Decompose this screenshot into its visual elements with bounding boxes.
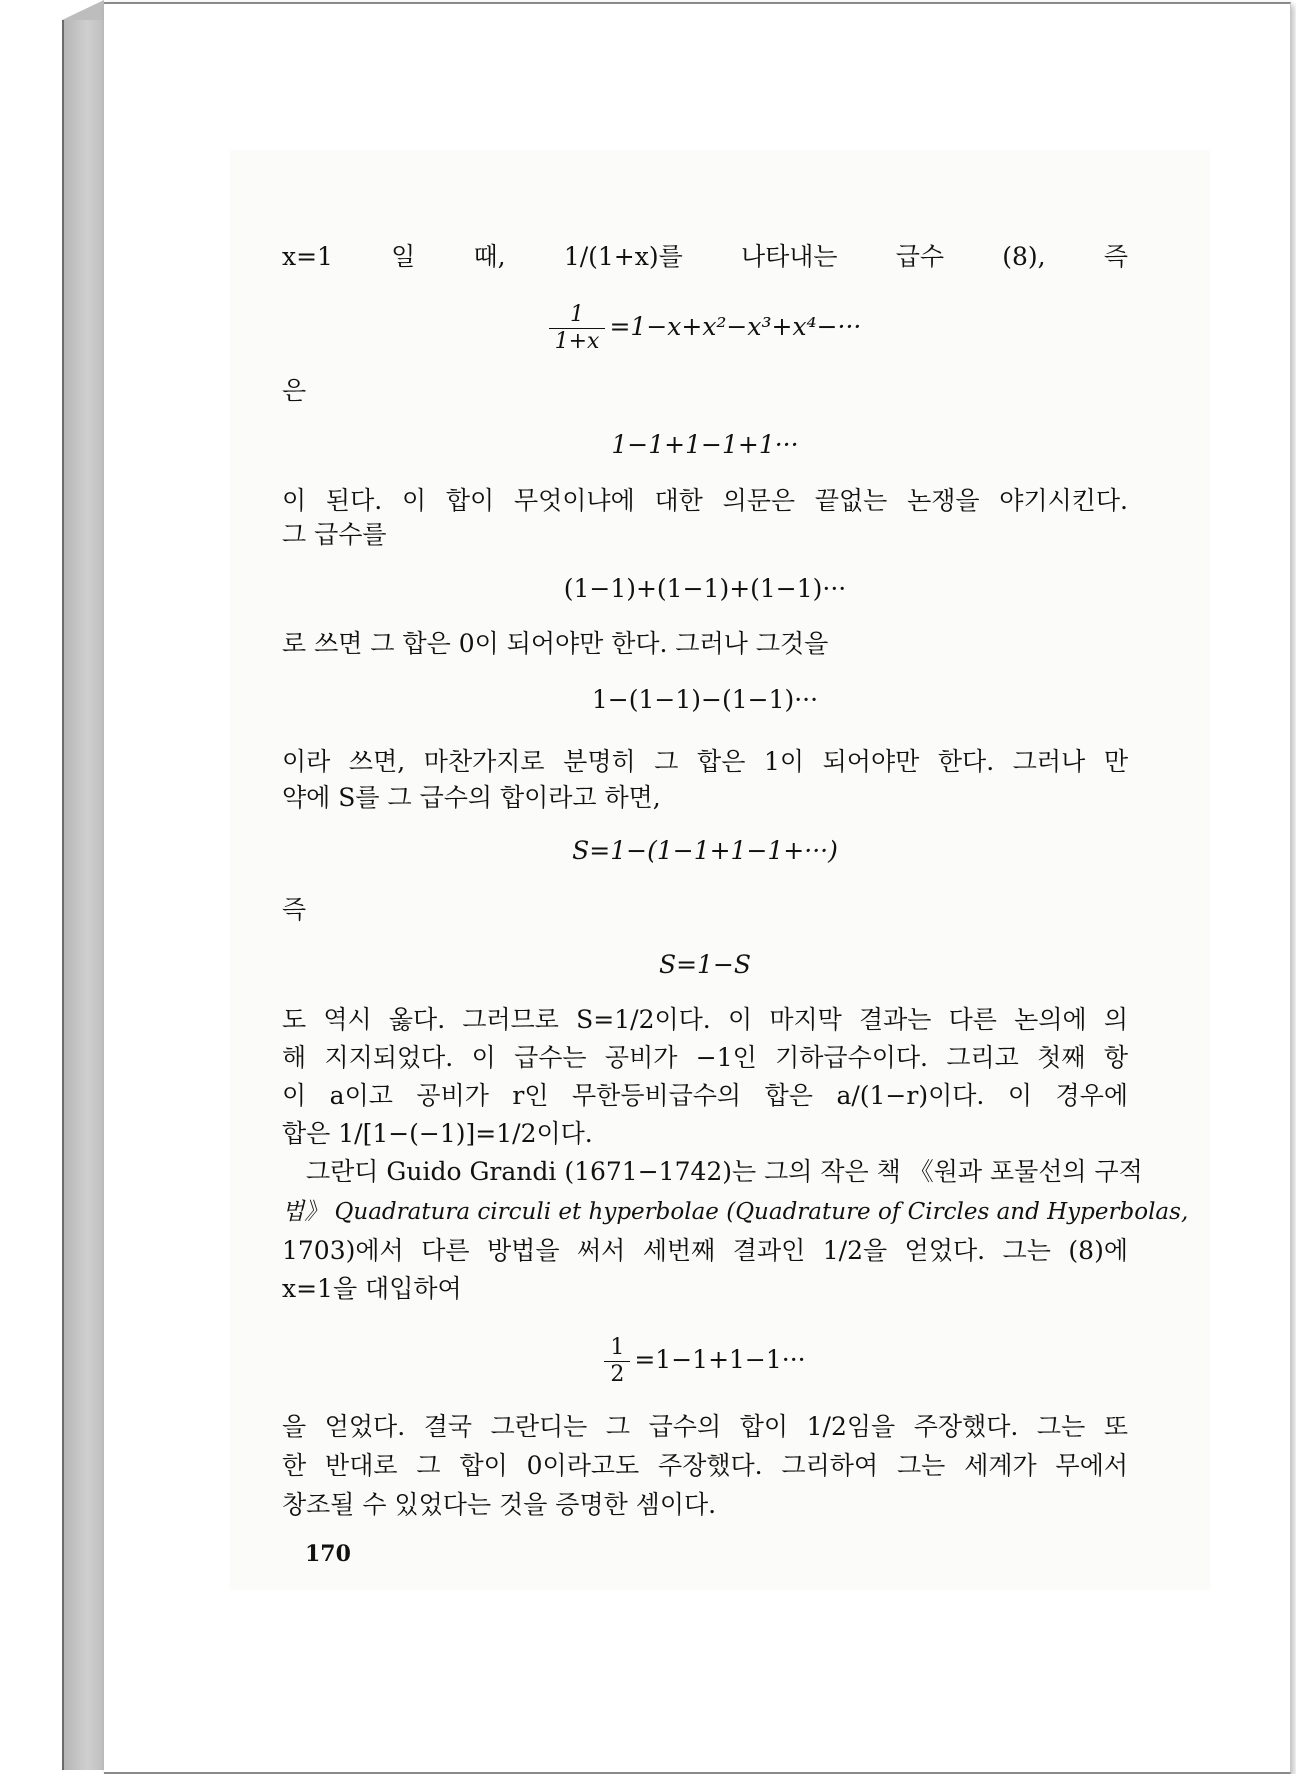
- equation: S=1−(1−1+1−1+···): [572, 836, 838, 865]
- fraction-denominator: 2: [610, 1362, 625, 1387]
- text-line: 1703)에서 다른 방법을 써서 세번째 결과인 1/2을 얻었다. 그는 (8)에: [282, 1236, 1128, 1265]
- text-line: x=1 일 때, 1/(1+x)를 나타내는 급수 (8), 즉: [282, 242, 1128, 271]
- text-line: x=1을 대입하여: [282, 1274, 462, 1303]
- text-line: 즉: [282, 895, 307, 924]
- equation: (1−1)+(1−1)+(1−1)···: [563, 574, 847, 603]
- text-line: 이 된다. 이 합이 무엇이냐에 대한 의문은 끝없는 논쟁을 야기시킨다.: [282, 486, 1128, 515]
- equation-grandi: [282, 1335, 1128, 1388]
- equation-rhs: =1−x+x²−x³+x⁴−···: [609, 312, 862, 341]
- text-line: 그 급수를: [282, 520, 387, 549]
- book-spine-top: [62, 0, 104, 20]
- text-line: 도 역시 옳다. 그러므로 S=1/2이다. 이 마지막 결과는 다른 논의에 의: [282, 1005, 1128, 1034]
- text-line: 은: [282, 376, 307, 405]
- text-line: 이 a이고 공비가 r인 무한등비급수의 합은 a/(1−r)이다. 이 경우에: [282, 1081, 1128, 1110]
- book-spine: [62, 20, 106, 1770]
- text-line: 로 쓰면 그 합은 0이 되어야만 한다. 그러나 그것을: [282, 629, 829, 658]
- text-line: 해 지지되었다. 이 급수는 공비가 −1인 기하급수이다. 그리고 첫째 항: [282, 1043, 1128, 1072]
- text-line: 한 반대로 그 합이 0이라고도 주장했다. 그리하여 그는 세계가 무에서: [282, 1451, 1128, 1480]
- equation-geometric-series: [282, 302, 1128, 355]
- fraction: [549, 302, 606, 355]
- fraction-denominator: 1+x: [554, 329, 600, 354]
- equation: S=1−S: [658, 950, 752, 979]
- text-line: 그란디 Guido Grandi (1671−1742)는 그의 작은 책 《원과 포물선의 구적: [306, 1157, 1143, 1186]
- page-number: 170: [305, 1541, 351, 1567]
- text-line: 법》 Quadratura circuli et hyperbolae (Quadrature of Circles and Hyperbolas,: [282, 1199, 1189, 1225]
- fraction-numerator: 1: [604, 1335, 630, 1362]
- fraction: [604, 1335, 630, 1388]
- equation-rhs: =1−1+1−1···: [634, 1345, 806, 1374]
- text-line: 이라 쓰면, 마찬가지로 분명히 그 합은 1이 되어야만 한다. 그러나 만: [282, 747, 1128, 776]
- equation: 1−(1−1)−(1−1)···: [591, 685, 819, 714]
- text-line: 을 얻었다. 결국 그란디는 그 급수의 합이 1/2임을 주장했다. 그는 또: [282, 1412, 1128, 1441]
- equation: 1−1+1−1+1···: [611, 430, 799, 459]
- text-line: 약에 S를 그 급수의 합이라고 하면,: [282, 783, 661, 812]
- text-line: 창조될 수 있었다는 것을 증명한 셈이다.: [282, 1490, 717, 1519]
- fraction-numerator: 1: [549, 302, 606, 329]
- text-line: 합은 1/[1−(−1)]=1/2이다.: [282, 1119, 593, 1148]
